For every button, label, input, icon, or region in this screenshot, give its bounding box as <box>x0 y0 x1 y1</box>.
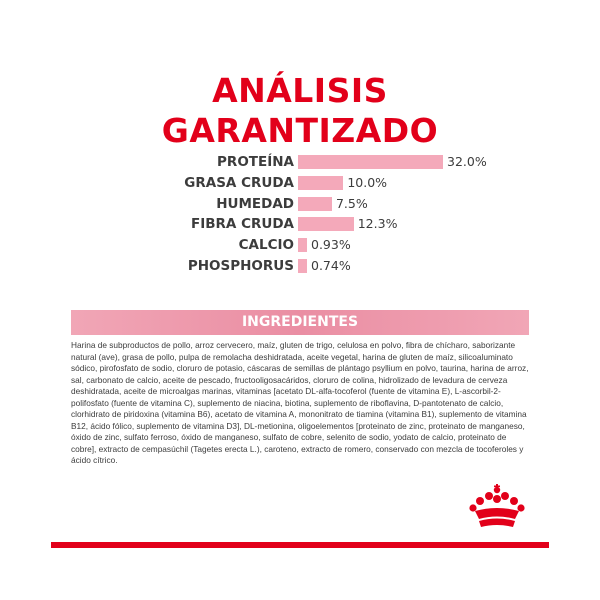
analysis-bar <box>298 217 354 231</box>
analysis-bar <box>298 259 307 273</box>
analysis-row <box>0 214 600 234</box>
analysis-label: GRASA CRUDA <box>184 174 294 191</box>
analysis-label: PROTEÍNA <box>217 154 294 170</box>
analysis-bar <box>298 197 332 211</box>
analysis-value: 12.3% <box>357 216 398 232</box>
analysis-bar <box>298 155 443 169</box>
crown-icon <box>467 483 527 529</box>
analysis-row <box>0 194 600 214</box>
analysis-value: 0.93% <box>311 237 351 253</box>
analysis-row <box>0 173 600 193</box>
ingredients-header <box>71 310 529 335</box>
analysis-bar <box>298 238 307 252</box>
analysis-label: PHOSPHORUS <box>187 258 294 274</box>
heading-line-2: GARANTIZADO <box>161 111 439 150</box>
analysis-value: 0.74% <box>311 258 351 273</box>
analysis-bar <box>298 176 343 190</box>
analysis-label: FIBRA CRUDA <box>191 216 294 233</box>
heading-line-1: ANÁLISIS <box>212 71 388 110</box>
analysis-row <box>0 235 600 255</box>
analysis-value: 7.5% <box>335 195 368 211</box>
analysis-row <box>0 256 600 276</box>
ingredients-text: Harina de subproductos de pollo, arroz cervecero, maíz, gluten de trigo, celulosa en polvo, fibra de chícharo, saborizante natural (ave), grasa de pollo, pulpa de remolacha deshidratada, aceite vegetal, harina de gluten de maíz, silicoaluminato sódico, pirofosfato de sodio, cloruro de potasio, cáscaras de semillas de plántago psyllium en polvo, taurina, harina de arroz, sal, carbonato de calcio, aceite de pescado, fructooligosacáridos, cloruro de colina, hidrolizado de levadura de cerveza deshidratada, aceite de microalgas marinas, vitaminas [acetato DL-alfa-tocoferol (fuente de vitamina E), L-ascorbil-2-polifosfato (fuente de vitamina C), suplemento de niacina, biotina, suplemento de riboflavina, D-pantotenato de calcio, clorhidrato de piridoxina (vitamina B6), acetato de vitamina A, mononitrato de tiamina (vitamina B1), suplemento de vitamina B12, ácido fólico, suplemento de vitamina D3], DL-metionina, oligoelementos [proteinato de zinc, proteinato de manganeso, óxido de zinc, sulfato ferroso, óxido de manganeso, sulfato de cobre, selenito de sodio, yodato de calcio, proteinato de cobre], extracto de cempasúchil (Tagetes erecta L.), caroteno, extracto de romero, conservado con mezcla de tocoferoles y ácido cítrico. <box>71 340 529 465</box>
analysis-value: 10.0% <box>347 174 388 190</box>
analysis-label: HUMEDAD <box>216 195 294 212</box>
bottom-divider <box>51 542 549 548</box>
analysis-label: CALCIO <box>238 237 294 254</box>
ingredients-title: INGREDIENTES <box>241 314 359 330</box>
analysis-row <box>0 152 600 172</box>
analysis-value: 32.0% <box>447 154 487 169</box>
